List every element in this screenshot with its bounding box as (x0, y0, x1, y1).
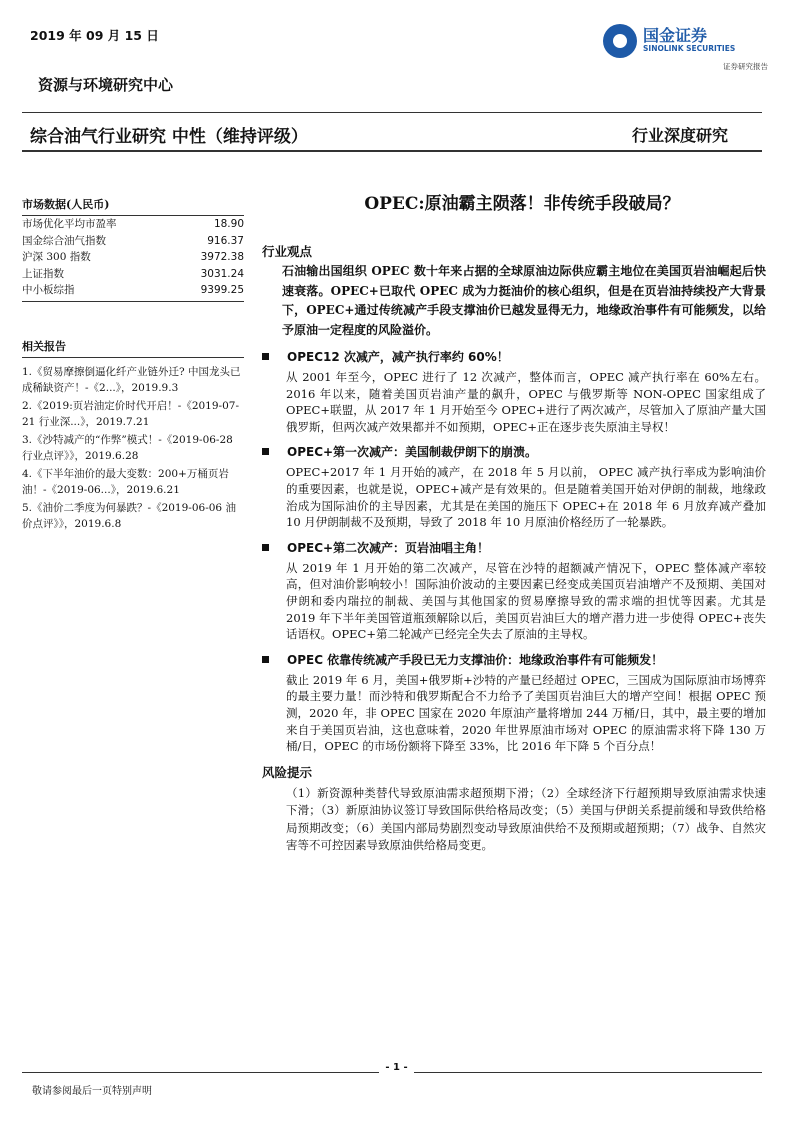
related-report-link[interactable]: 1.《贸易摩擦倒逼化纤产业链外迁? 中国龙头已成稀缺资产！-《2...》，2019.9.3 (22, 365, 241, 395)
market-value: 3972.38 (200, 251, 244, 264)
related-reports-list (22, 364, 244, 533)
square-bullet-icon (262, 448, 269, 455)
view-summary: 石油输出国组织 OPEC 数十年来占据的全球原油边际供应霸主地位在美国页岩油崛起后快速衰落。OPEC+已取代 OPEC 成为力挺油价的核心组织，但是在页岩油持续投产大背景下，OPEC+通过传统减产手段支撑油价已越发显得无力，地缘政治事件有可能频发，以给予原油一定程度的风险溢价。 (282, 264, 766, 337)
section-body: 从 2001 年至今，OPEC 进行了 12 次减产，整体而言，OPEC 减产执行率在 60%左右。2016 年以来，随着美国页岩油产量的飙升，OPEC 与俄罗斯等 NON-OPEC 国家组成了 OPEC+联盟，从 2017 年 1 月开始至今 OPEC+进行了两次减产，尽管加入了原油产量大国俄罗斯，但两次减产效果都并不如预期，OPEC+正在逐步丧失原油主导权！ (286, 370, 766, 434)
main-content (262, 188, 766, 855)
market-row (22, 216, 244, 233)
square-bullet-icon (262, 656, 269, 663)
market-row (22, 233, 244, 250)
section-heading (262, 443, 766, 460)
logo-name-en: SINOLINK SECURITIES (643, 44, 736, 53)
header-divider (22, 112, 762, 113)
company-logo (603, 22, 768, 76)
industry-rating: 综合油气行业研究 中性（维持评级） (30, 127, 308, 147)
related-report-link[interactable]: 5.《油价二季度为何暴跌？-《2019-06-06 油价点评》》，2019.6.8 (22, 501, 236, 531)
page-number: - 1 - (379, 1062, 413, 1073)
sinolink-logo-icon (603, 24, 637, 58)
report-type: 行业深度研究 (632, 126, 729, 145)
square-bullet-icon (262, 544, 269, 551)
section-body: 截止 2019 年 6 月，美国+俄罗斯+沙特的产量已经超过 OPEC，三国成为国际原油市场博弈的最主要力量！而沙特和俄罗斯配合不力给予了美国页岩油巨大的增产空间！根据 OPEC 预测，2020 年，非 OPEC 国家在 2020 年原油产量将增加 244 万桶/日，其中，最主要的增加来自于美国页岩油，这也意味着，2020 年世界原油市场对 OPEC 的原油需求将下降 130 万桶/日，OPEC 的市场份额将下降至 33%，比 2016 年下降 5 个百分点！ (286, 672, 766, 754)
section-title: OPEC+第二次减产：页岩油唱主角！ (287, 540, 490, 555)
section-body: 从 2019 年 1 月开始的第二次减产，尽管在沙特的超额减产情况下，OPEC 整体减产率较高，但对油价影响较小！国际油价波动的主要因素已经变成美国页岩油增产不及预期、美国对伊朗和委内瑞拉的制裁、美国与其他国家的贸易摩擦导致的需求端的担忧等因素。尤其是 2019 年下半年美国管道瓶颈解除以后，美国页岩油巨大的增产潜力进一步使得 OPEC+丧失话语权。OPEC+第二轮减产已经完全失去了原油的主导权。 (286, 560, 766, 642)
risk-body: （1）新资源种类替代导致原油需求超预期下滑；（2）全球经济下行超预期导致原油需求快速下滑；（3）新原油协议签订导致国际供给格局改变；（5）美国与伊朗关系提前缓和导致供给格局预期改变；（6）美国内部局势剧烈变动导致原油供给不及预期或超预期；（7）战争、自然灾害等不可控因素导致原油供给格局变更。 (286, 785, 766, 853)
related-report-link[interactable]: 2.《2019:页岩油定价时代开启！-《2019-07-21 行业深...》，2019.7.21 (22, 399, 240, 429)
market-label: 市场优化平均市盈率 (22, 218, 117, 230)
logo-name-cn: 国金证券 (643, 26, 708, 45)
related-report-link[interactable]: 3.《沙特减产的“作弊”模式！-《2019-06-28 行业点评》》，2019.6.28 (22, 433, 233, 463)
page-number-wrap (0, 1062, 793, 1073)
market-row (22, 266, 244, 283)
logo-subtitle: 证券研究报告 (723, 62, 768, 71)
section-title: OPEC 依靠传统减产手段已无力支撑油价：地缘政治事件有可能频发！ (287, 652, 664, 667)
market-table-end (22, 301, 244, 302)
research-center: 资源与环境研究中心 (38, 76, 174, 94)
sidebar (22, 196, 244, 534)
market-label: 国金综合油气指数 (22, 234, 106, 247)
market-value: 18.90 (213, 218, 244, 230)
market-value: 9399.25 (200, 284, 244, 297)
market-label: 上证指数 (22, 267, 64, 280)
section-title: OPEC12 次减产，减产执行率约 60%！ (287, 350, 509, 364)
section-body: OPEC+2017 年 1 月开始的减产，在 2018 年 5 月以前， OPEC 减产执行率成为影响油价的重要因素，也就是说，OPEC+减产是有效果的。但是随着美国开始对伊朗的制裁，地缘政治成为国际油价的主导因素，尤其是在美国的施压下 OPEC+在 2018 年 6 月放弃减产叠加 10 月伊朗制裁不及预期，导致了 2018 年 10 月原油价格经历了一轮暴跌。 (286, 465, 766, 530)
risk-label: 风险提示 (262, 764, 313, 780)
section-title: OPEC+第一次减产：美国制裁伊朗下的崩溃。 (287, 445, 538, 460)
market-label: 中小板综指 (22, 284, 75, 297)
report-date: 2019 年 09 月 15 日 (30, 28, 159, 43)
square-bullet-icon (262, 353, 269, 360)
title-divider (22, 150, 762, 152)
market-value: 3031.24 (200, 267, 244, 280)
market-data-title: 市场数据(人民币) (22, 196, 244, 216)
footer-disclaimer: 敬请参阅最后一页特别声明 (32, 1086, 152, 1097)
section-heading (262, 539, 766, 556)
related-report-link[interactable]: 4.《下半年油价的最大变数：200+万桶页岩油！-《2019-06...》，2019.6.21 (22, 467, 229, 497)
section-heading (262, 651, 766, 668)
market-value: 916.37 (207, 234, 244, 247)
report-headline: OPEC:原油霸主陨落！非传统手段破局？ (364, 194, 680, 214)
view-label: 行业观点 (262, 244, 313, 259)
section-heading (262, 348, 766, 365)
related-reports-title: 相关报告 (22, 338, 244, 358)
market-label: 沪深 300 指数 (22, 251, 91, 264)
market-row (22, 282, 244, 299)
market-row (22, 249, 244, 266)
market-data-table (22, 216, 244, 302)
